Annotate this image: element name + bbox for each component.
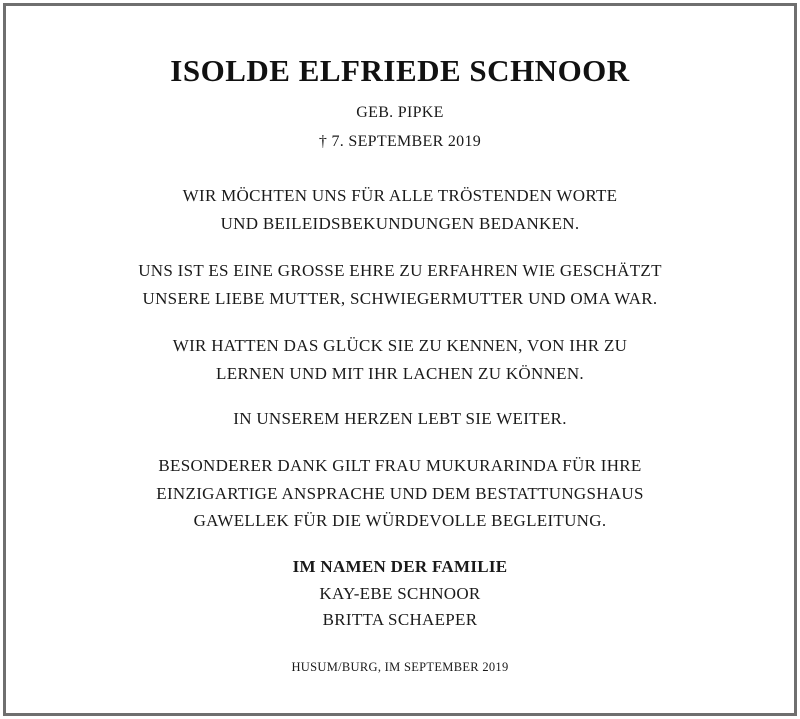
signature-heading: IM NAMEN DER FAMILIE — [292, 557, 508, 576]
birth-name: GEB. PIPKE — [356, 104, 444, 121]
paragraph-line: LERNEN UND MIT IHR LACHEN ZU KÖNNEN. — [216, 364, 584, 383]
paragraph-line: UND BEILEIDSBEKUNDUNGEN BEDANKEN. — [220, 214, 580, 233]
footer-place-date: HUSUM/BURG, IM SEPTEMBER 2019 — [291, 660, 509, 674]
paragraph-line: GAWELLEK FÜR DIE WÜRDEVOLLE BEGLEITUNG. — [193, 511, 607, 530]
deceased-name: ISOLDE ELFRIEDE SCHNOOR — [170, 53, 630, 88]
signature-name: KAY-EBE SCHNOOR — [319, 584, 481, 603]
paragraph-line: UNSERE LIEBE MUTTER, SCHWIEGERMUTTER UND OMA WAR. — [142, 289, 658, 308]
paragraph-line: BESONDERER DANK GILT FRAU MUKURARINDA FÜR IHRE — [158, 456, 642, 475]
paragraph-line: WIR MÖCHTEN UNS FÜR ALLE TRÖSTENDEN WORTE — [182, 186, 618, 205]
signature-name: BRITTA SCHAEPER — [322, 610, 478, 629]
paragraph-line: UNS IST ES EINE GROSSE EHRE ZU ERFAHREN WIE GESCHÄTZT — [138, 261, 662, 280]
paragraph-line: EINZIGARTIGE ANSPRACHE UND DEM BESTATTUNGSHAUS — [156, 484, 644, 503]
death-date: † 7. SEPTEMBER 2019 — [318, 133, 482, 150]
paragraph-line: WIR HATTEN DAS GLÜCK SIE ZU KENNEN, VON IHR ZU — [172, 336, 628, 355]
paragraph-line: IN UNSEREM HERZEN LEBT SIE WEITER. — [233, 409, 567, 428]
